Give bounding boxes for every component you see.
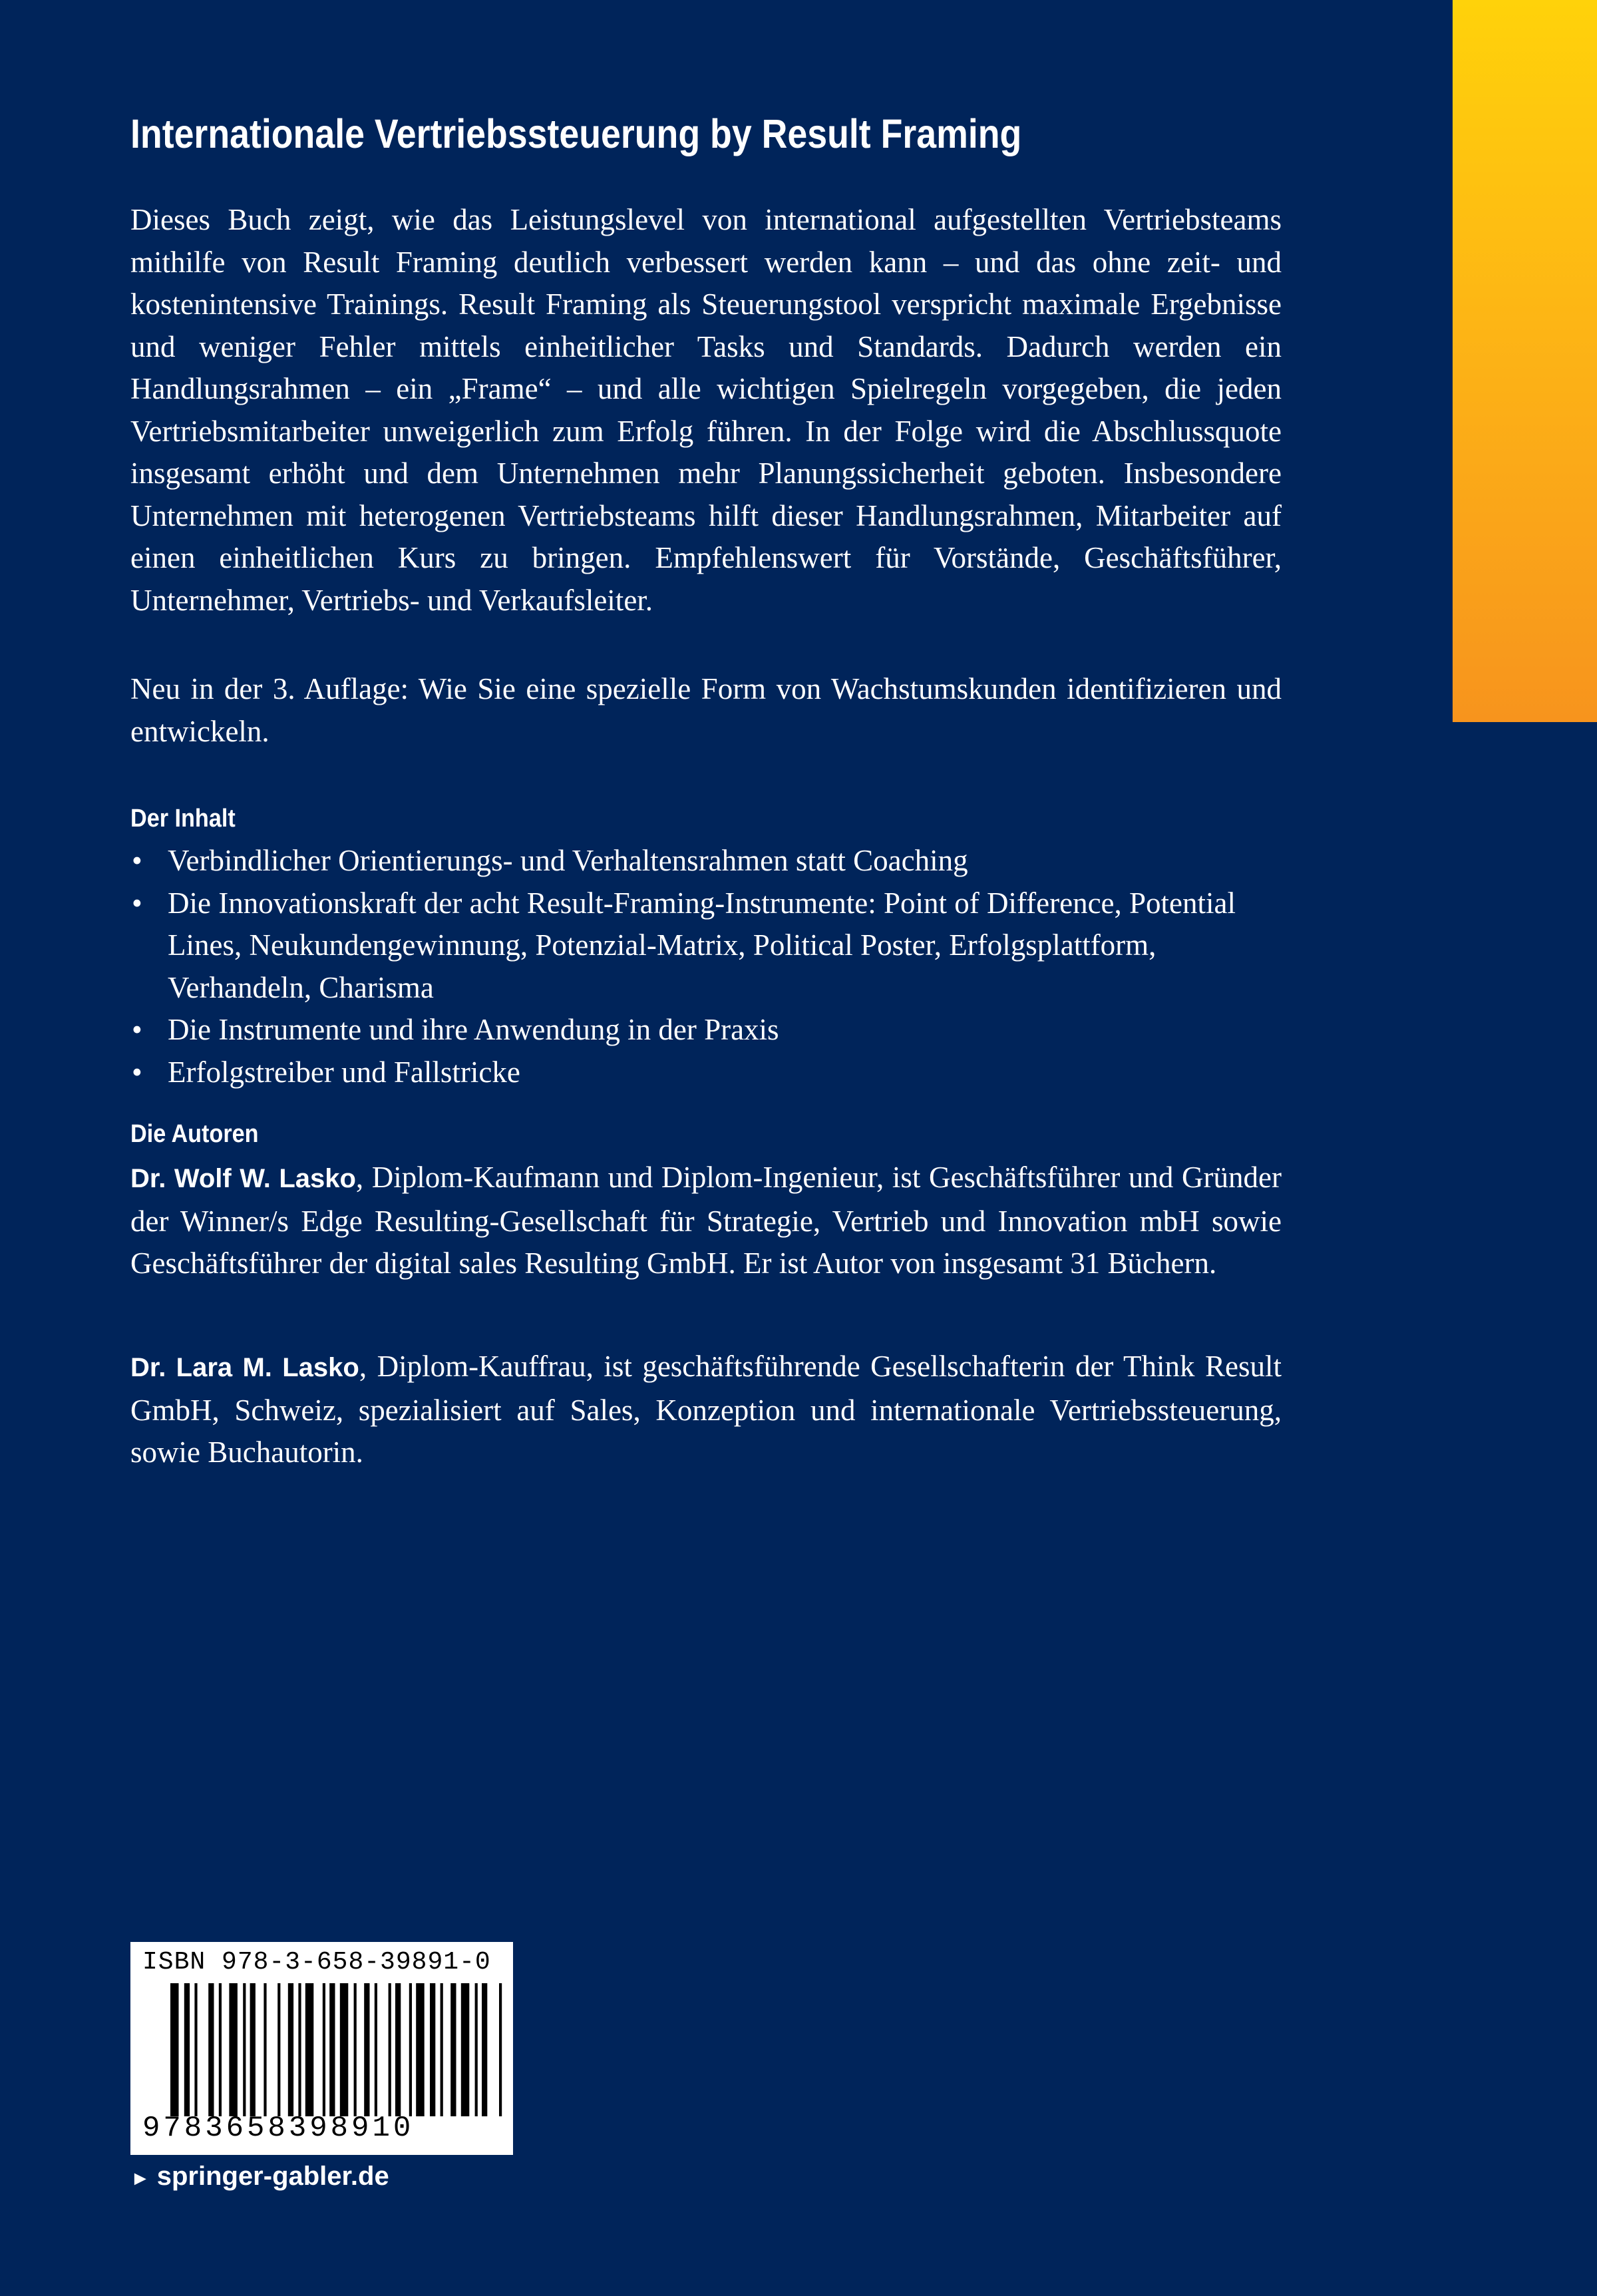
new-edition-text: Neu in der 3. Auflage: Wie Sie eine spezielle Form von Wachstumskunden identifizieren und entwickeln. [130,672,1282,748]
barcode-bar [441,1983,443,2116]
author-bio-text: , Diplom-Kaufmann und Diplom-Ingenieur, ist Geschäftsführer und Gründer der Winner/s Edge Resulting-Gesellschaft für Strategie, Vertrieb und Innovation mbH sowie Geschäftsführer der digital sales Resulting GmbH. Er ist Autor von insgesamt 31 Büchern. [130,1161,1282,1280]
barcode-bar [409,1983,412,2116]
description-text: Dieses Buch zeigt, wie das Leistungslevel von international aufgestellten Vertriebsteams mithilfe von Result Framing deutlich verbessert werden kann – und das ohne zeit- und kostenintensive Trainings. Result Framing als Steuerungstool verspricht maximale Ergebnisse und weniger Fehler mittels einheitlicher Tasks und Standards. Dadurch werden ein Handlungsrahmen – ein „Frame“ – und alle wichtigen Spielregeln vorgegeben, die jeden Vertriebsmitarbeiter unweigerlich zum Erfolg führen. In der Folge wird die Abschlussquote insgesamt erhöht und dem Unternehmen mehr Planungssicherheit geboten. Insbesondere Unternehmen mit heterogenen Vertriebsteams hilft dieser Handlungsrahmen, Mitarbeiter auf einen einheitlichen Kurs zu bringen. Empfehlenswert für Vorstände, Geschäftsführer, Unternehmer, Vertriebs- und Verkaufsleiter. [130,203,1282,617]
barcode-bar [329,1983,335,2116]
isbn-barcode [130,1942,513,2155]
barcode-bar [375,1983,377,2116]
bullet-icon: • [132,1013,142,1046]
isbn-label: ISBN 978-3-658-39891-0 [142,1948,491,1977]
description-block [130,199,1282,622]
website-url[interactable]: springer-gabler.de [156,2162,389,2191]
barcode-bar [499,1983,502,2116]
barcode-bar [416,1983,425,2116]
barcode-bar [482,1983,487,2116]
barcode-bars-icon [170,1983,503,2116]
list-item [130,1009,1282,1052]
barcode-bar [305,1983,314,2116]
contents-list [130,840,1282,1093]
barcode-bar [430,1983,435,2116]
barcode-bar [364,1983,369,2116]
barcode-bar [250,1983,256,2116]
barcode-bar [170,1983,179,2116]
barcode-bar [288,1983,293,2116]
bullet-icon: • [132,886,142,920]
barcode-bar [243,1983,246,2116]
book-title: Internationale Vertriebssteuerung by Result Framing [130,111,1022,156]
barcode-bar [229,1983,238,2116]
list-item [130,1052,1282,1094]
barcode-bar [194,1983,197,2116]
list-item-text: Verbindlicher Orientierungs- und Verhaltensrahmen statt Coaching [168,844,968,877]
author-bio-text: , Diplom-Kauffrau, ist geschäftsführende Gesellschafterin der Think Result GmbH, Schweiz, spezialisiert auf Sales, Konzeption und internationale Vertriebssteuerung, sowie Buchautorin. [130,1350,1282,1469]
list-item [130,882,1282,1010]
barcode-bar [475,1983,478,2116]
list-item-text: Die Instrumente und ihre Anwendung in der Praxis [168,1013,779,1046]
author-bio-wolf [130,1157,1282,1285]
barcode-bar [354,1983,357,2116]
bullet-icon: • [132,1055,142,1089]
barcode-bar [264,1983,266,2116]
barcode-bar [298,1983,301,2116]
barcode-bar [340,1983,349,2116]
bullet-icon: • [132,844,142,877]
barcode-bar [461,1983,470,2116]
barcode-bar [323,1983,325,2116]
barcode-bar [184,1983,190,2116]
new-edition-block [130,668,1282,753]
barcode-bar [389,1983,391,2116]
author-bio-lara [130,1346,1282,1474]
barcode-bar [450,1983,456,2116]
barcode-bar [208,1983,214,2116]
orange-accent-bar [1453,0,1597,722]
contents-heading: Der Inhalt [130,805,236,833]
list-item-text: Erfolgstreiber und Fallstricke [168,1055,520,1089]
author-name: Dr. Lara M. Lasko [130,1353,359,1382]
play-arrow-icon: ► [130,2168,150,2190]
barcode-bar [219,1983,222,2116]
list-item [130,840,1282,882]
list-item-text: Die Innovationskraft der acht Result-Framing-Instrumente: Point of Difference, Potential Lines, Neukundengewinnung, Potenzial-Matrix, Political Poster, Erfolgsplattform, Verhandeln, Charisma [168,886,1236,1004]
barcode-digits: 9783658398910 [142,2112,415,2145]
barcode-bar [395,1983,401,2116]
barcode-bar [277,1983,280,2116]
publisher-website[interactable] [130,2158,389,2198]
authors-heading: Die Autoren [130,1120,259,1148]
author-name: Dr. Wolf W. Lasko [130,1164,356,1193]
